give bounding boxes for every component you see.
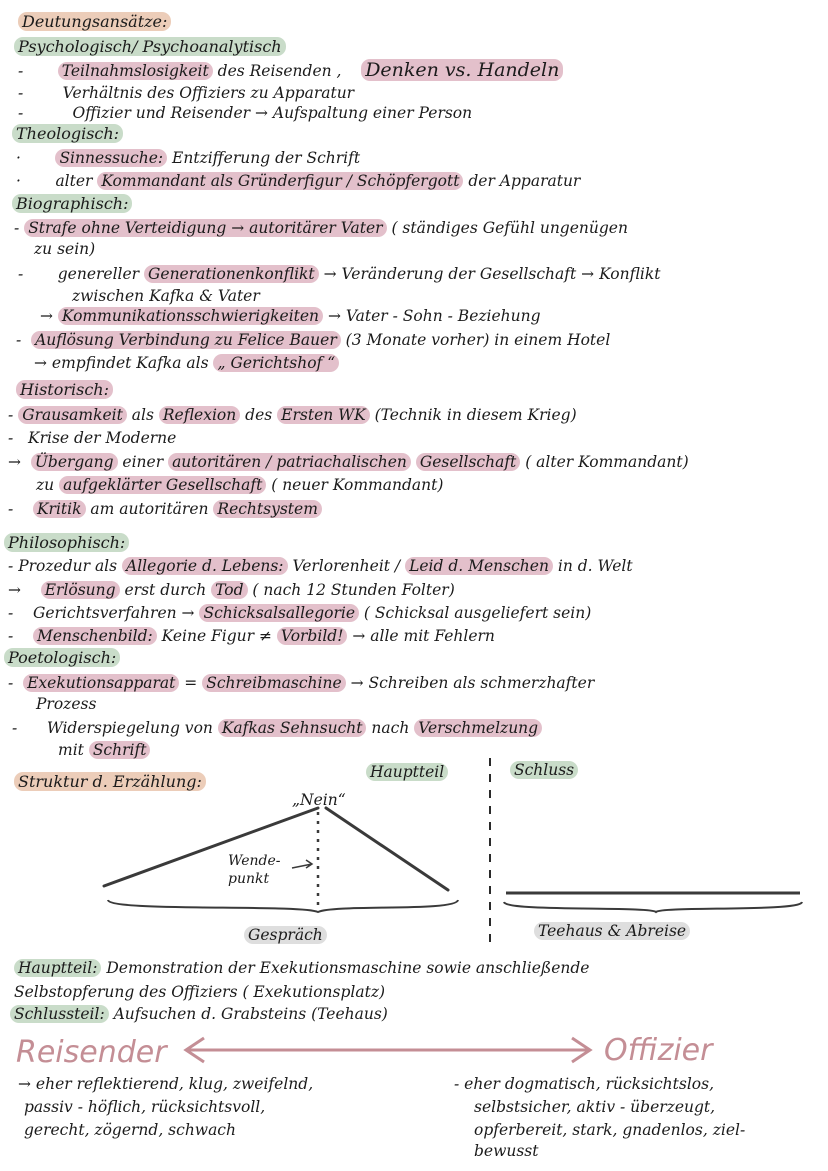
theol-line-1: · Sinnessuche: Entzifferung der Schrift [16, 149, 361, 167]
offizier-trait-line: opferbereit, stark, gnadenlos, ziel- [474, 1121, 746, 1139]
phil-line-4: - Menschenbild: Keine Figur ≠ Vorbild! → alle mit Fehlern [8, 627, 495, 645]
struktur-heading: Struktur d. Erzählung: [14, 772, 206, 792]
bio-line-5: → empfindet Kafka als „ Gerichtshof “ [34, 353, 339, 373]
schluss-brace [504, 902, 802, 912]
offizier-trait-line: bewusst [474, 1142, 539, 1160]
reisender-trait-line: gerecht, zögernd, schwach [24, 1121, 236, 1139]
section-heading-historisch: Historisch: [16, 380, 113, 400]
poet-line-2b: mit Schrift [58, 740, 150, 760]
hist-line-3b: zu aufgeklärter Gesellschaft ( neuer Kommandant) [36, 476, 444, 494]
offizier-title: Offizier [604, 1033, 713, 1068]
teehaus-label: Teehaus & Abreise [534, 921, 690, 941]
bio-line-2b: zwischen Kafka & Vater [72, 287, 260, 305]
summary-line-2: Schlussteil: Aufsuchen d. Grabsteins (Teehaus) [10, 1004, 388, 1024]
reisender-title: Reisender [16, 1035, 167, 1070]
offizier-trait-line: - eher dogmatisch, rücksichtslos, [454, 1075, 714, 1093]
hist-line-1: - Grausamkeit als Reflexion des Ersten WK (Technik in diesem Krieg) [8, 406, 577, 424]
hist-line-3: → Übergang einer autoritären / patriachalischen Gesellschaft ( alter Kommandant) [8, 453, 689, 471]
hauptteil-brace [108, 900, 458, 912]
reisender-trait-line: passiv - höflich, rücksichtsvoll, [24, 1098, 266, 1116]
hist-line-4: - Kritik am autoritären Rechtsystem [8, 499, 322, 519]
section-heading-theologisch: Theologisch: [12, 124, 123, 144]
rising-action-line [104, 808, 318, 886]
theol-line-2: · alter Kommandant als Gründerfigur / Schöpfergott der Apparatur [16, 172, 581, 190]
phil-line-2: → Erlösung erst durch Tod ( nach 12 Stunden Folter) [8, 581, 455, 599]
poet-line-1: - Exekutionsapparat = Schreibmaschine → Schreiben als schmerzhafter [8, 674, 595, 692]
phil-line-3: - Gerichtsverfahren → Schicksalsallegorie ( Schicksal ausgeliefert sein) [8, 604, 592, 622]
psych-line-1: - Teilnahmslosigkeit des Reisenden , Denken vs. Handeln [18, 60, 563, 81]
schluss-label: Schluss [510, 760, 578, 780]
summary-line-1: Hauptteil: Demonstration der Exekutionsmaschine sowie anschließende [14, 958, 589, 978]
bio-line-1: - Strafe ohne Verteidigung → autoritärer Vater ( ständiges Gefühl ungenügen [14, 219, 628, 237]
reisender-trait-line: → eher reflektierend, klug, zweifelnd, [18, 1075, 314, 1093]
poet-line-2: - Widerspiegelung von Kafkas Sehnsucht nach Verschmelzung [12, 718, 542, 738]
phil-line-1: - Prozedur als Allegorie d. Lebens: Verlorenheit / Leid d. Menschen in d. Welt [8, 557, 633, 575]
section-heading-philosophisch: Philosophisch: [4, 533, 129, 553]
gespraech-label: Gespräch [244, 925, 327, 945]
hist-line-2: - Krise der Moderne [8, 429, 177, 447]
section-heading-poetologisch: Poetologisch: [4, 648, 120, 668]
bio-line-3: → Kommunikationsschwierigkeiten → Vater - Sohn - Beziehung [40, 307, 541, 325]
falling-action-line [326, 808, 448, 890]
turning-point-arrow-icon [292, 860, 312, 868]
offizier-trait-line: selbstsicher, aktiv - überzeugt, [474, 1098, 716, 1116]
wendepunkt-label: Wende- punkt [228, 853, 281, 887]
psych-line-3: - Offizier und Reisender → Aufspaltung einer Person [18, 104, 473, 122]
bio-line-4: - Auflösung Verbindung zu Felice Bauer (3 Monate vorher) in einem Hotel [16, 331, 611, 349]
summary-line-1b: Selbstopferung des Offiziers ( Exekutionsplatz) [14, 983, 386, 1001]
nein-label: „Nein“ [292, 791, 346, 809]
psych-line-2: - Verhältnis des Offiziers zu Apparatur [18, 84, 355, 102]
section-heading-psychologisch: Psychologisch/ Psychoanalytisch [14, 37, 286, 57]
hauptteil-label: Hauptteil [366, 762, 448, 782]
title-label: Deutungsansätze: [18, 12, 171, 31]
poet-line-1b: Prozess [36, 695, 97, 713]
section-heading-biographisch: Biographisch: [12, 194, 132, 214]
bio-line-1b: zu sein) [34, 240, 96, 258]
bio-line-2: - genereller Generationenkonflikt → Veränderung der Gesellschaft → Konflikt [18, 265, 661, 283]
